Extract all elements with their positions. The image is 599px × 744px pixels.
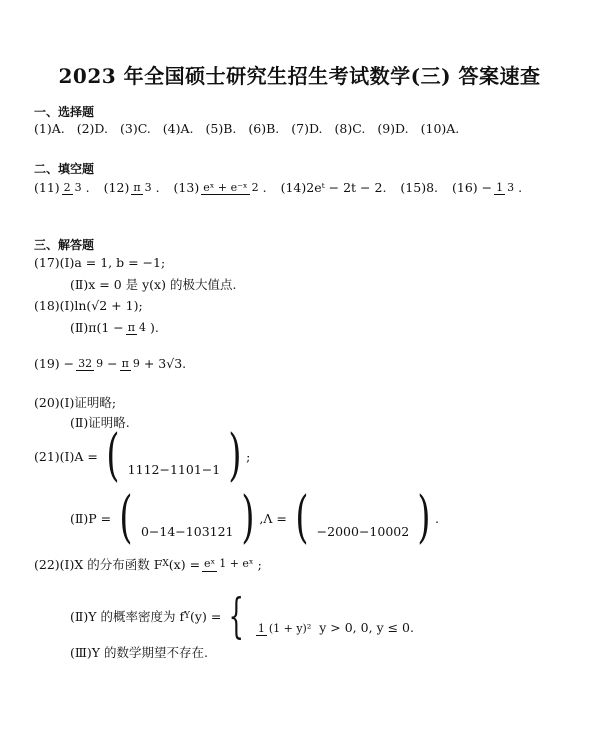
section-heading-choice: 一、选择题 bbox=[34, 105, 95, 119]
matrix-entry: −1 bbox=[358, 524, 378, 539]
choice-answer: (10)A. bbox=[420, 121, 460, 136]
choice-answer: (5)B. bbox=[205, 121, 237, 136]
choice-answers-row bbox=[34, 121, 471, 136]
matrix-entry: 1 bbox=[193, 462, 202, 477]
matrix-entry: 0 bbox=[350, 524, 359, 539]
matrix-entry: 0 bbox=[140, 524, 149, 539]
q17-part1: (17)(Ⅰ)a = 1, b = −1; bbox=[34, 255, 166, 270]
choice-answer: (1)A. bbox=[34, 121, 65, 136]
q16-fraction: 1 3 bbox=[496, 181, 515, 194]
matrix-entry: 0 bbox=[193, 524, 202, 539]
matrix-entry: 1 bbox=[209, 524, 218, 539]
matrix-entry: −1 bbox=[201, 462, 221, 477]
matrix-entry: 0 bbox=[385, 524, 394, 539]
choice-answer: (6)B. bbox=[248, 121, 280, 136]
matrix-A: ( 1112−1101−1 ) bbox=[106, 423, 242, 488]
matrix-entry: −1 bbox=[175, 524, 194, 539]
matrix-entry: 1 bbox=[225, 524, 234, 539]
piecewise-density: { 1 (1 + y)² y > 0, 0, y ≤ 0. bbox=[228, 588, 414, 644]
choice-answer: (2)D. bbox=[76, 121, 108, 136]
matrix-entry: 2 bbox=[151, 462, 160, 477]
matrix-entry: −1 bbox=[159, 462, 178, 477]
matrix-entry: −1 bbox=[148, 524, 168, 539]
q13-fraction: eˣ + e⁻ˣ 2 bbox=[203, 181, 259, 194]
choice-answer: (8)C. bbox=[334, 121, 366, 136]
matrix-Lambda: ( −2000−10002 ) bbox=[295, 485, 431, 550]
q15-answer: (15)8. bbox=[400, 180, 439, 196]
matrix-entry: 1 bbox=[135, 462, 144, 477]
choice-answer: (9)D. bbox=[377, 121, 409, 136]
q22-part1: (22)(Ⅰ)X 的分布函数 F X (x) = eˣ 1 + eˣ ; bbox=[34, 556, 262, 572]
fill-answers-row: (11) 2 3 . (12) π 3 . (13) eˣ + e⁻ˣ 2 . (14)2eᵗ − 2t − 2. (15)8. (16) − 1 3 . bbox=[34, 180, 523, 196]
q19-answer: (19) − 32 9 − π 9 + 3√3. bbox=[34, 356, 187, 372]
q22-part3: (Ⅲ)Y 的数学期望不存在. bbox=[70, 645, 209, 660]
matrix-entry: 0 bbox=[377, 524, 386, 539]
q20-part2: (Ⅱ)证明略. bbox=[70, 415, 130, 430]
q12-label: (12) bbox=[103, 180, 130, 196]
matrix-entry: 2 bbox=[401, 524, 410, 539]
q14-answer: (14)2eᵗ − 2t − 2. bbox=[280, 180, 387, 196]
matrix-entry: 0 bbox=[185, 462, 194, 477]
q16-label: (16) − bbox=[452, 180, 493, 196]
q21-part2: (Ⅱ)P = ( 0−14−103121 ) ,Λ = ( −2000−10002 ) . bbox=[70, 485, 440, 550]
matrix-entry: 0 bbox=[393, 524, 402, 539]
matrix-entry: 1 bbox=[177, 462, 186, 477]
q11-fraction: 2 3 bbox=[63, 181, 82, 194]
matrix-entry: 3 bbox=[201, 524, 210, 539]
q13-label: (13) bbox=[173, 180, 200, 196]
q17-part2: (Ⅱ)x = 0 是 y(x) 的极大值点. bbox=[70, 277, 237, 292]
q22-part2: (Ⅱ)Y 的概率密度为 f Y (y) = { 1 (1 + y)² y > 0, 0, y ≤ 0. bbox=[70, 588, 414, 644]
matrix-P: ( 0−14−103121 ) bbox=[119, 485, 255, 550]
matrix-entry: 1 bbox=[143, 462, 152, 477]
matrix-entry: 0 bbox=[343, 524, 351, 539]
section-heading-solution: 三、解答题 bbox=[34, 238, 95, 252]
q18-part2: (Ⅱ)π(1 − π 4 ). bbox=[70, 320, 159, 336]
q11-label: (11) bbox=[34, 180, 60, 196]
matrix-entry: −2 bbox=[316, 524, 336, 539]
choice-answer: (7)D. bbox=[291, 121, 323, 136]
q20-part1: (20)(Ⅰ)证明略; bbox=[34, 395, 117, 410]
matrix-entry: 0 bbox=[335, 524, 344, 539]
matrix-entry: 2 bbox=[217, 524, 226, 539]
page-title: 2023 年全国硕士研究生招生考试数学(三) 答案速查 bbox=[58, 64, 541, 88]
matrix-entry: 1 bbox=[127, 462, 136, 477]
section-heading-fill: 二、填空题 bbox=[34, 162, 95, 176]
q12-fraction: π 3 bbox=[133, 181, 152, 194]
matrix-entry: 4 bbox=[167, 524, 176, 539]
q18-part1: (18)(Ⅰ)ln(√2 + 1); bbox=[34, 298, 143, 313]
choice-answer: (3)C. bbox=[119, 121, 151, 136]
choice-answer: (4)A. bbox=[162, 121, 194, 136]
q21-part1: (21)(Ⅰ)A = ( 1112−1101−1 ) ; bbox=[34, 423, 251, 488]
